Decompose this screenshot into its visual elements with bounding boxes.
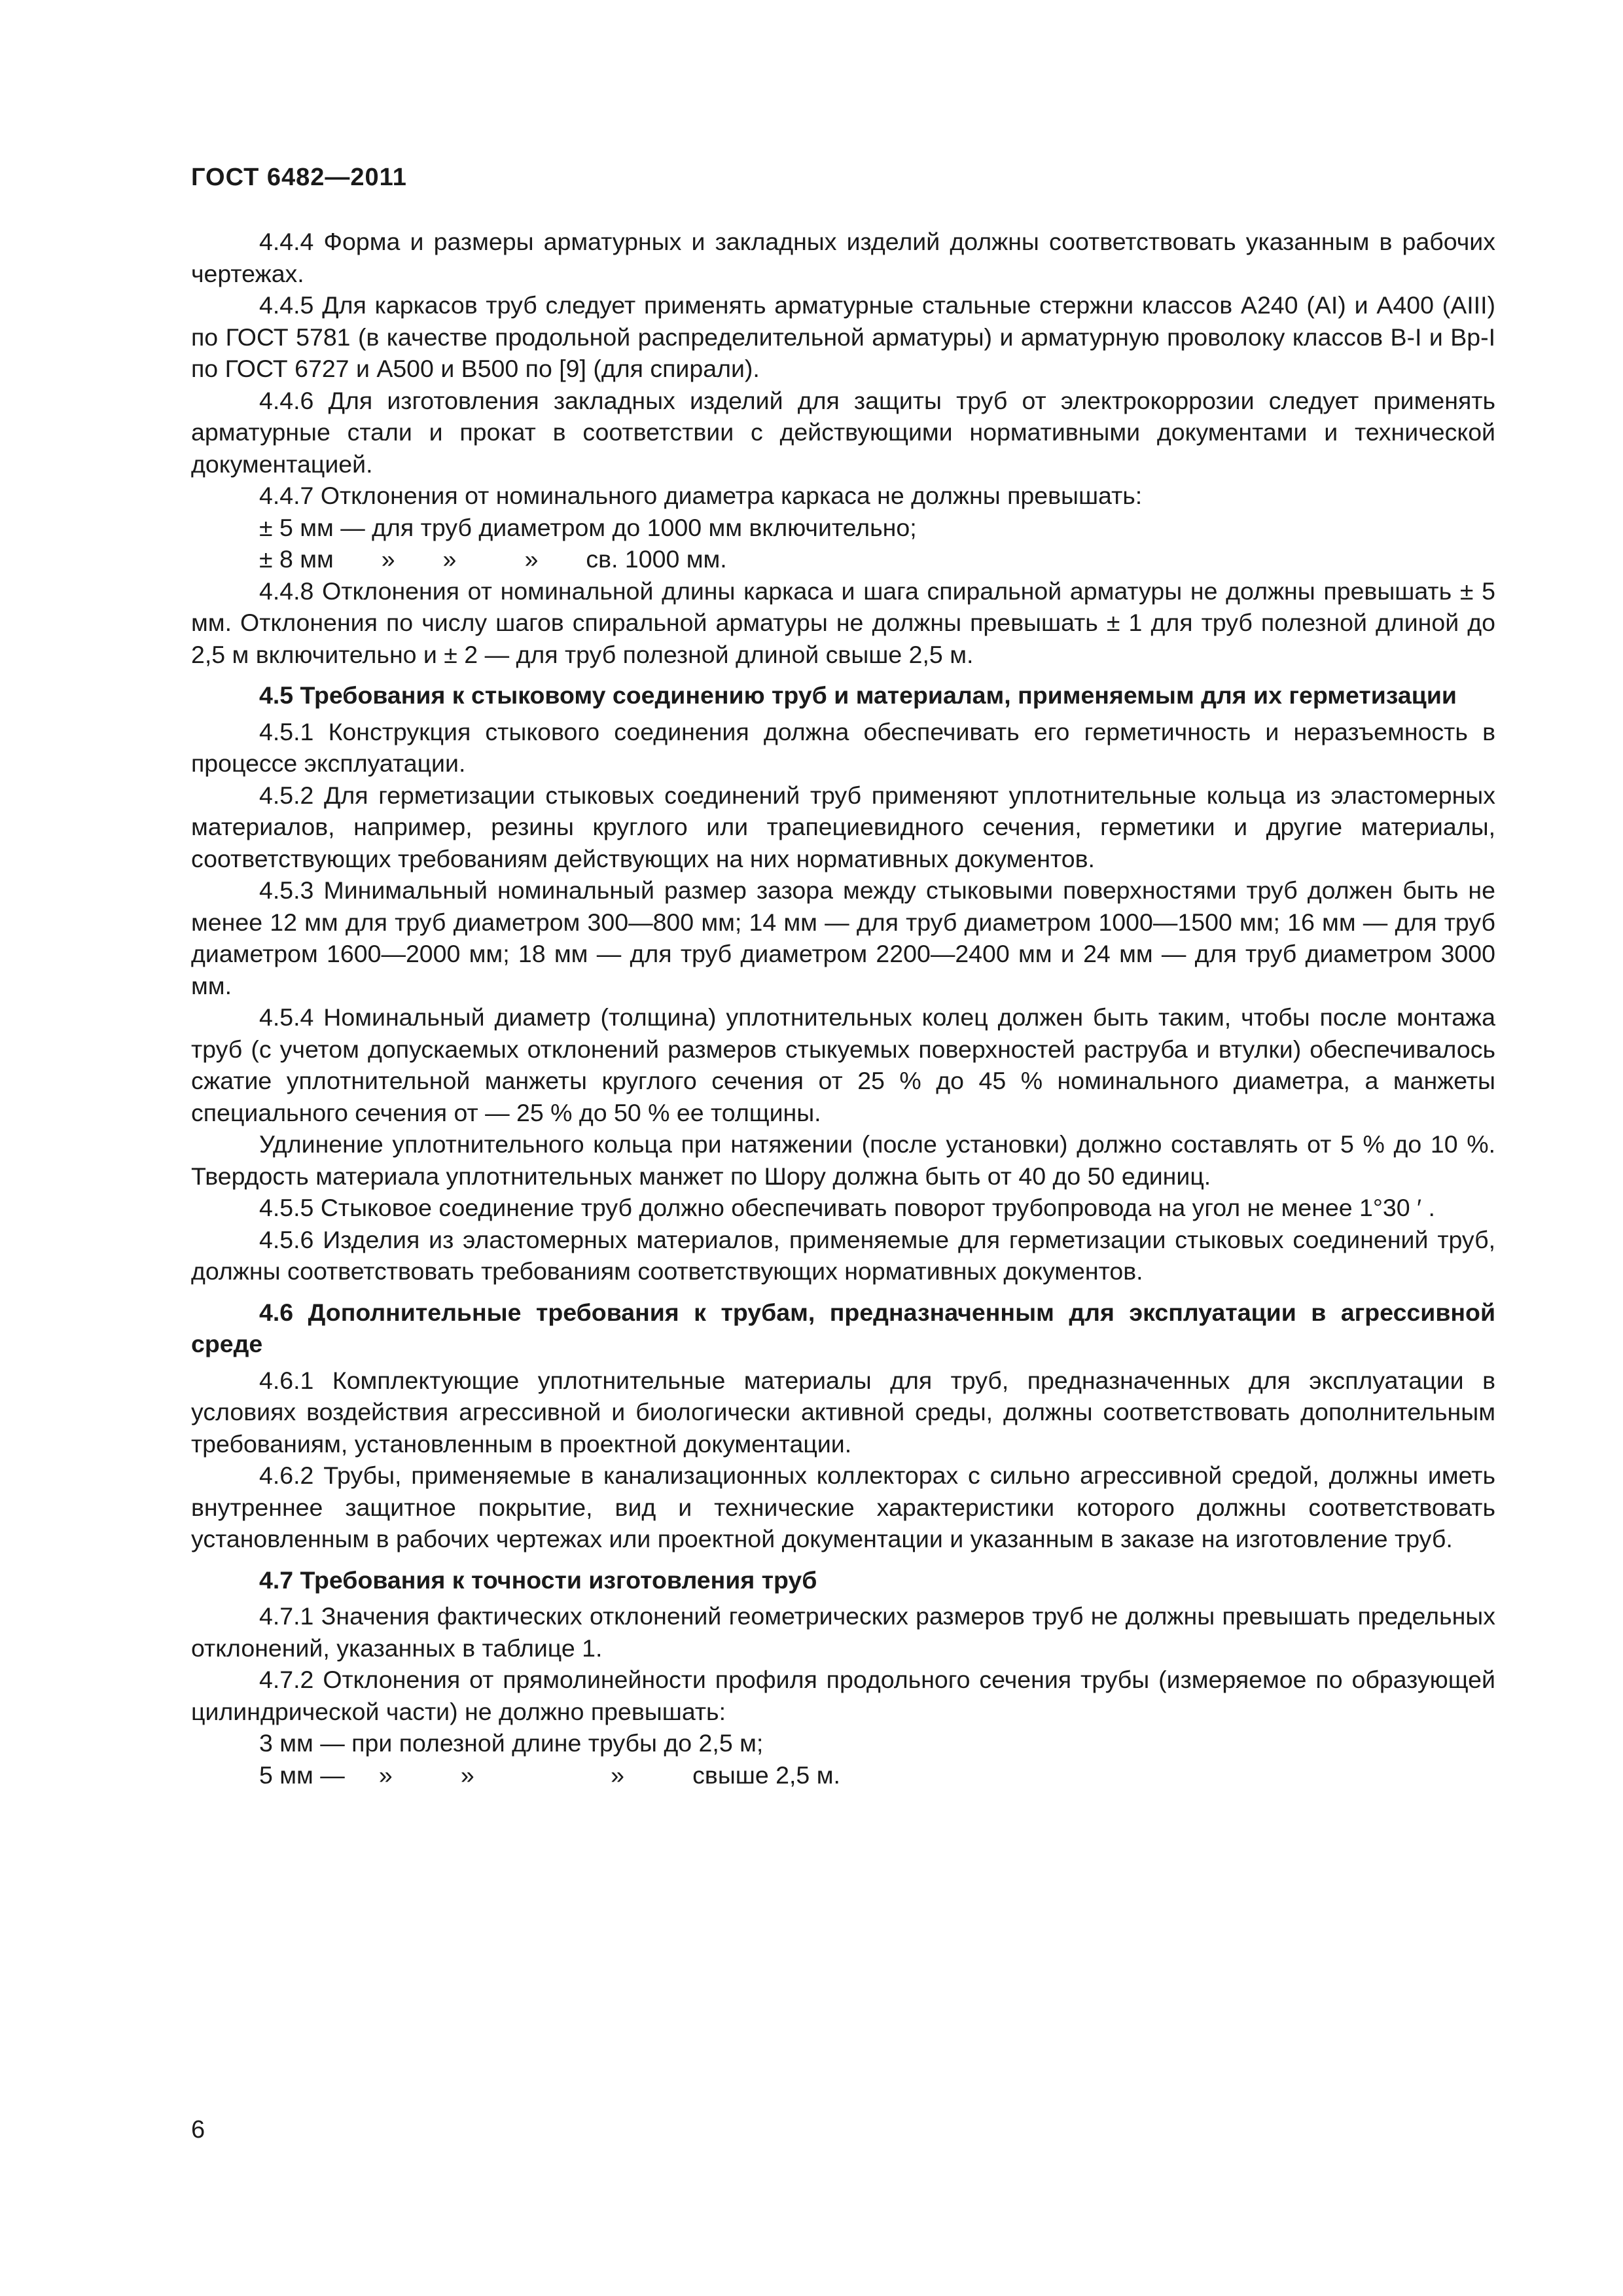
deviation-line-1: ± 5 мм — для труб диаметром до 1000 мм включительно;	[259, 513, 917, 541]
clause-4-5-4-continued: Удлинение уплотнительного кольца при натяжении (после установки) должно составлять от 5 % до 10 %. Твердость материала уплотнительных манжет по Шору должна быть от 40 до 50 единиц.	[191, 1130, 1495, 1190]
clause-4-5-1: 4.5.1 Конструкция стыкового соединения должна обеспечивать его герметичность и неразъемность в процессе эксплуатации.	[191, 717, 1495, 777]
clause-4-4-5: 4.4.5 Для каркасов труб следует применять арматурные стальные стержни классов А240 (АI) и А400 (АIII) по ГОСТ 5781 (в качестве продольной распределительной арматуры) и арматурную проволоку классов В-I и Вр-I по ГОСТ 6727 и А500 и В500 по [9] (для спирали).	[191, 291, 1495, 382]
deviation-line-2: ± 8 мм » » » св. 1000 мм.	[259, 545, 727, 573]
clause-4-5-2: 4.5.2 Для герметизации стыковых соединений труб применяют уплотнительные кольца из эластомерных материалов, например, резины круглого или трапециевидного сечения, герметики и другие материалы, соответствующих требованиям действующих на них нормативных документов.	[191, 781, 1495, 872]
straightness-line-2: 5 мм — » » » свыше 2,5 м.	[259, 1761, 840, 1789]
straightness-line-1: 3 мм — при полезной длине трубы до 2,5 м;	[259, 1729, 764, 1757]
document-header: ГОСТ 6482—2011	[191, 164, 407, 191]
clause-4-7-2: 4.7.2 Отклонения от прямолинейности профиля продольного сечения трубы (измеряемое по образующей цилиндрической части) не должно превышать:	[191, 1666, 1495, 1725]
clause-4-5-6: 4.5.6 Изделия из эластомерных материалов, применяемые для герметизации стыковых соединений труб, должны соответствовать требованиям соответствующих нормативных документов.	[191, 1225, 1495, 1285]
section-heading-4-5: 4.5 Требования к стыковому соединению труб и материалам, применяемым для их герметизации	[259, 681, 1457, 709]
clause-4-5-5: 4.5.5 Стыковое соединение труб должно обеспечивать поворот трубопровода на угол не менее 1°30 ′ .	[259, 1194, 1435, 1221]
clause-4-5-3: 4.5.3 Минимальный номинальный размер зазора между стыковыми поверхностями труб должен быть не менее 12 мм для труб диаметром 300—800 мм; 14 мм — для труб диаметром 1000—1500 мм; 16 мм — для труб диаметром 1600—2000 мм; 18 мм — для труб диаметром 2200—2400 мм и 24 мм — для труб диаметром 3000 мм.	[191, 876, 1495, 999]
clause-4-4-6: 4.4.6 Для изготовления закладных изделий для защиты труб от электрокоррозии следует применять арматурные стали и прокат в соответствии с действующими нормативными документами и технической документацией.	[191, 386, 1495, 478]
section-heading-4-6: 4.6 Дополнительные требования к трубам, предназначенным для эксплуатации в агрессивной среде	[191, 1298, 1495, 1357]
clause-4-4-8: 4.4.8 Отклонения от номинальной длины каркаса и шага спиральной арматуры не должны превышать ± 5 мм. Отклонения по числу шагов спиральной арматуры не должны превышать ± 1 для труб полезной длиной до 2,5 м включительно и ± 2 — для труб полезной длиной свыше 2,5 м.	[191, 577, 1495, 668]
clause-4-5-4: 4.5.4 Номинальный диаметр (толщина) уплотнительных колец должен быть таким, чтобы после монтажа труб (с учетом допускаемых отклонений размеров стыкуемых поверхностей раструба и втулки) обеспечивалось сжатие уплотнительной манжеты круглого сечения от 25 % до 45 % номинального диаметра, а манжеты специального сечения от — 25 % до 50 % ее толщины.	[191, 1003, 1495, 1126]
clause-4-6-1: 4.6.1 Комплектующие уплотнительные материалы для труб, предназначенных для эксплуатации в условиях воздействия агрессивной и биологически активной среды, должны соответствовать дополнительным требованиям, установленным в проектной документации.	[191, 1366, 1495, 1458]
clause-4-7-1: 4.7.1 Значения фактических отклонений геометрических размеров труб не должны превышать предельных отклонений, указанных в таблице 1.	[191, 1602, 1495, 1662]
clause-4-4-7: 4.4.7 Отклонения от номинального диаметра каркаса не должны превышать:	[259, 482, 1143, 509]
clause-4-4-4: 4.4.4 Форма и размеры арматурных и закладных изделий должны соответствовать указанным в рабочих чертежах.	[191, 228, 1495, 287]
document-body	[191, 226, 1495, 1791]
clause-4-6-2: 4.6.2 Трубы, применяемые в канализационных коллекторах с сильно агрессивной средой, должны иметь внутреннее защитное покрытие, вид и технические характеристики которого должны соответствовать установленным в рабочих чертежах или проектной документации и указанным в заказе на изготовление труб.	[191, 1462, 1495, 1552]
page-number: 6	[191, 2116, 205, 2144]
section-heading-4-7: 4.7 Требования к точности изготовления труб	[259, 1566, 817, 1594]
